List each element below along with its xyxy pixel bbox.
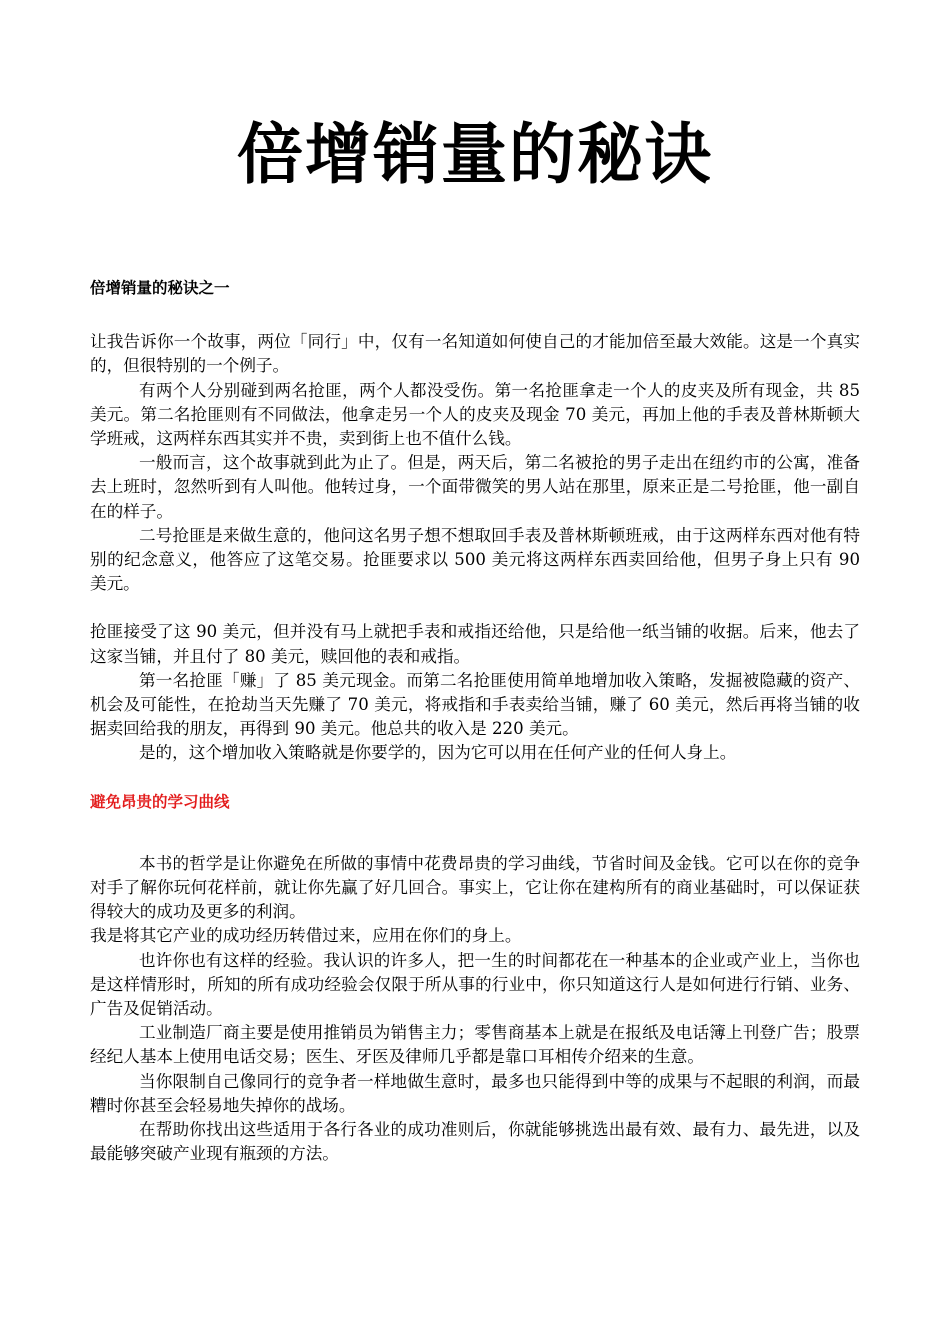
document-body <box>90 276 860 1167</box>
paragraph: 在帮助你找出这些适用于各行各业的成功准则后，你就能够挑选出最有效、最有力、最先进，以及最能够突破产业现有瓶颈的方法。 <box>90 1120 860 1164</box>
section-heading-1: 倍增销量的秘诀之一 <box>90 279 230 297</box>
paragraph: 有两个人分别碰到两名抢匪，两个人都没受伤。第一名抢匪拿走一个人的皮夹及所有现金，共 85 美元。第二名抢匪则有不同做法，他拿走另一个人的皮夹及现金 70 美元，再加上他的手表及普林斯顿大学班戒，这两样东西其实并不贵，卖到街上也不值什么钱。 <box>90 380 860 449</box>
section-heading-2: 避免昂贵的学习曲线 <box>90 792 230 811</box>
paragraph: 一般而言，这个故事就到此为止了。但是，两天后，第二名被抢的男子走出在纽约市的公寓，准备去上班时，忽然听到有人叫他。他转过身，一个面带微笑的男人站在那里，原来正是二号抢匪，他一副自在的样子。 <box>90 453 860 521</box>
paragraph: 抢匪接受了这 90 美元，但并没有马上就把手表和戒指还给他，只是给他一纸当铺的收据。后来，他去了这家当铺，并且付了 80 美元，赎回他的表和戒指。 <box>90 622 860 666</box>
paragraph: 工业制造厂商主要是使用推销员为销售主力；零售商基本上就是在报纸及电话簿上刊登广告；股票经纪人基本上使用电话交易；医生、牙医及律师几乎都是靠口耳相传介绍来的生意。 <box>90 1023 860 1067</box>
paragraph: 当你限制自己像同行的竞争者一样地做生意时，最多也只能得到中等的成果与不起眼的利润，而最糟时你甚至会轻易地失掉你的战场。 <box>90 1071 860 1115</box>
paragraph: 是的，这个增加收入策略就是你要学的，因为它可以用在任何产业的任何人身上。 <box>138 743 737 763</box>
paragraph: 二号抢匪是来做生意的，他问这名男子想不想取回手表及普林斯顿班戒，由于这两样东西对他有特别的纪念意义，他答应了这笔交易。抢匪要求以 500 美元将这两样东西卖回给他，但男子身上只有 90 美元。 <box>90 525 860 594</box>
paragraph: 第一名抢匪「赚」了 85 美元现金。而第二名抢匪使用简单地增加收入策略，发掘被隐藏的资产、机会及可能性，在抢劫当天先赚了 70 美元，将戒指和手表卖给当铺，赚了 60 美元，然后再将当铺的收据卖回给我的朋友，再得到 90 美元。他总共的收入是 220 美元。 <box>90 670 860 739</box>
paragraph: 本书的哲学是让你避免在所做的事情中花费昂贵的学习曲线，节省时间及金钱。它可以在你的竞争对手了解你玩何花样前，就让你先赢了好几回合。事实上，它让你在建构所有的商业基础时，可以保证获得较大的成功及更多的利润。 <box>90 853 860 922</box>
page-title: 倍增销量的秘诀 <box>237 116 713 193</box>
paragraph: 我是将其它产业的成功经历转借过来，应用在你们的身上。 <box>90 926 522 946</box>
paragraph: 让我告诉你一个故事，两位「同行」中，仅有一名知道如何使自己的才能加倍至最大效能。这是一个真实的，但很特别的一个例子。 <box>90 332 860 376</box>
paragraph: 也许你也有这样的经验。我认识的许多人，把一生的时间都花在一种基本的企业或产业上，当你也是这样情形时，所知的所有成功经验会仅限于所从事的行业中，你只知道这行人是如何进行行销、业务、广告及促销活动。 <box>90 950 860 1019</box>
